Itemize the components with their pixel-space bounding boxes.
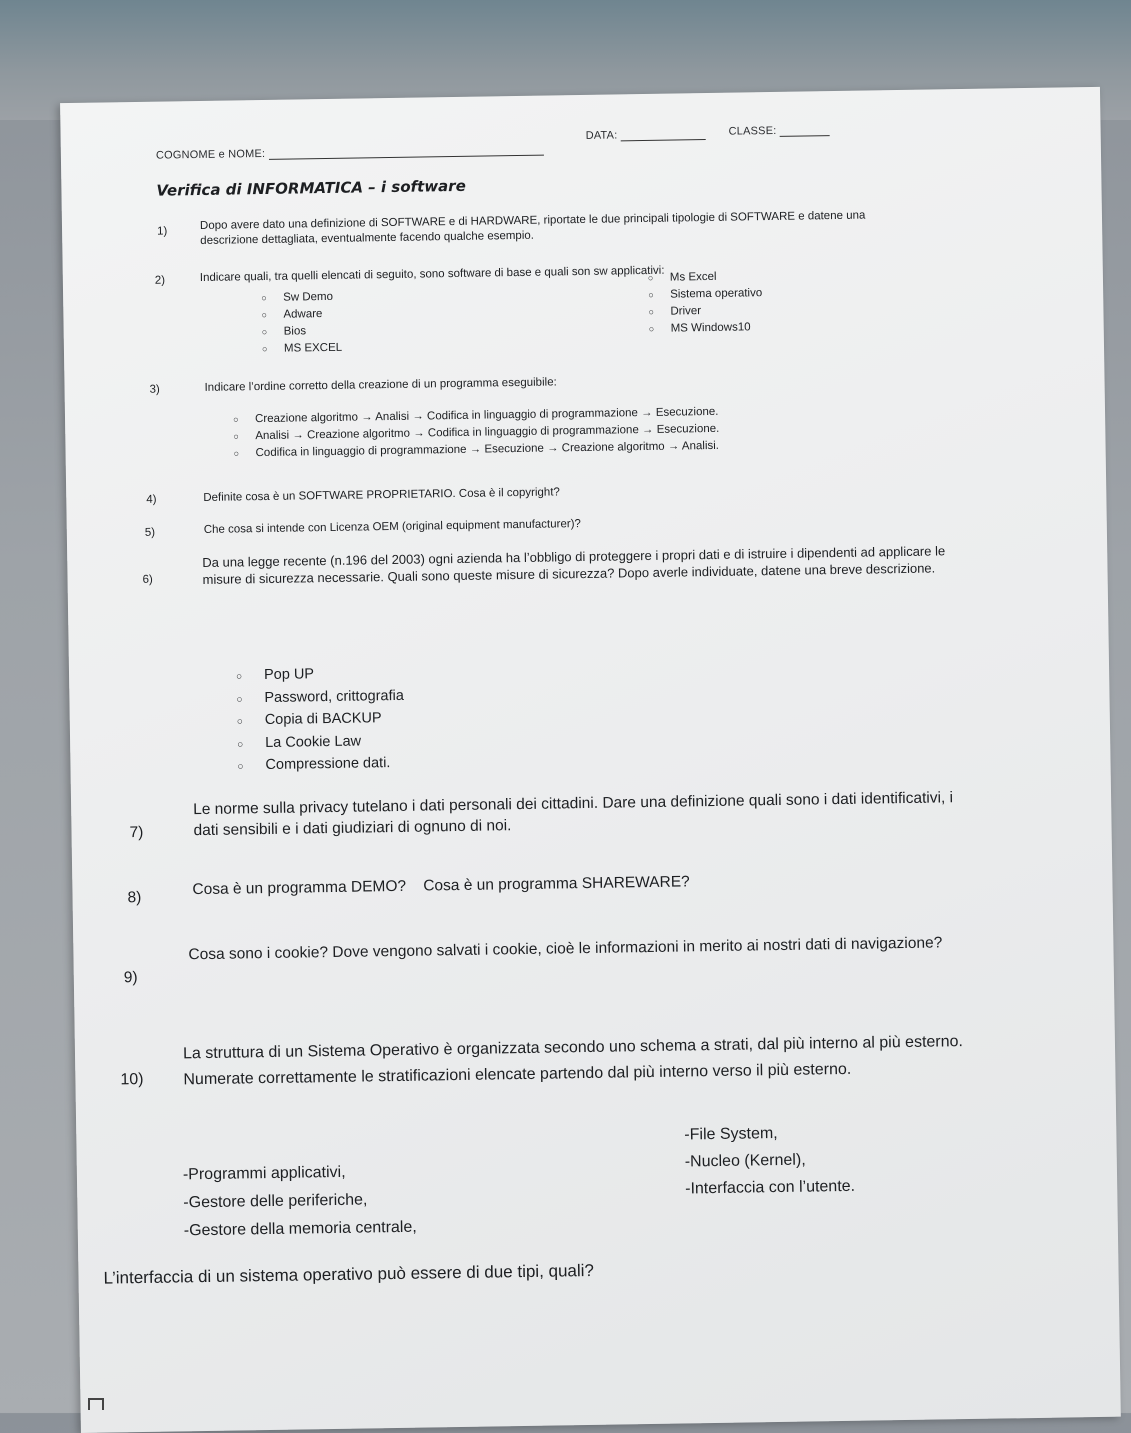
list-item: ○ Creazione algoritmo → Analisi → Codifica in linguaggio di programmazione → Esecuzione.	[233, 404, 719, 429]
question-text: Indicare quali, tra quelli elencati di seguito, sono software di base e quali son sw applicativi:	[199, 264, 665, 284]
list-item: ○ Analisi → Creazione algoritmo → Codifica in linguaggio di programmazione → Esecuzione.	[233, 421, 719, 446]
options-list	[236, 663, 405, 778]
question-number: 4)	[146, 493, 157, 506]
list-item: -Gestore della memoria centrale,	[183, 1218, 417, 1240]
list-item: ○ Sistema operativo	[648, 285, 762, 304]
name-line	[269, 155, 544, 160]
list-item: -Gestore delle periferiche,	[183, 1191, 368, 1212]
layers-left-list	[183, 1158, 417, 1246]
class-field	[729, 124, 830, 138]
question-number: 6)	[142, 573, 153, 586]
list-item: ○ Copia di BACKUP	[237, 708, 405, 733]
exam-sheet	[60, 87, 1121, 1433]
list-item: ○ Codifica in linguaggio di programmazione → Esecuzione → Creazione algoritmo → Analisi.	[233, 438, 719, 463]
list-item: ○ Sw Demo	[261, 289, 341, 307]
class-label: CLASSE:	[728, 124, 777, 138]
question-text: Le norme sulla privacy tutelano i dati personali dei cittadini. Dare una definizione quali sono i dati identificativi, i dati sensibili e i dati giudiziari di ognuno di noi.	[193, 789, 954, 840]
date-field	[586, 128, 706, 142]
question-number: 10)	[120, 1070, 144, 1089]
list-item: -Programmi applicativi,	[182, 1163, 346, 1184]
corner-mark	[88, 1398, 104, 1410]
question-text: Indicare l’ordine corretto della creazione di un programma eseguibile:	[204, 376, 557, 394]
list-item: -Interfaccia con l’utente.	[685, 1177, 856, 1198]
list-item: ○ Adware	[261, 306, 341, 324]
class-line	[780, 135, 830, 137]
date-label: DATA:	[585, 129, 618, 142]
list-item: ○ MS EXCEL	[262, 340, 342, 358]
question-text: Cosa è un programma DEMO? Cosa è un programma SHAREWARE?	[192, 873, 690, 899]
list-item: ○ MS Windows10	[649, 319, 763, 338]
question-number: 3)	[149, 383, 160, 396]
date-line	[621, 139, 706, 141]
question-text: La struttura di un Sistema Operativo è organizzata secondo uno schema a strati, dal più interno al più esterno. Numerate correttamente le stratificazioni elencate partendo dal più interno verso il più esterno.	[182, 1033, 964, 1089]
options-left-list	[261, 289, 342, 358]
question-number: 7)	[129, 823, 144, 842]
name-label: COGNOME e NOME:	[155, 147, 266, 162]
page-title: Verifica di INFORMATICA – i software	[156, 176, 466, 200]
question-number: 1)	[157, 225, 168, 238]
layers-right-list	[684, 1119, 855, 1203]
list-item: -Nucleo (Kernel),	[684, 1151, 806, 1171]
list-item: -File System,	[684, 1125, 778, 1144]
question-number: 2)	[154, 274, 166, 287]
list-item: ○ Password, crittografia	[236, 685, 404, 710]
list-item: ○ Compressione dati.	[237, 753, 405, 778]
final-question: L’interfaccia di un sistema operativo può essere di due tipi, quali?	[103, 1260, 595, 1288]
question-number: 8)	[127, 888, 142, 907]
question-text: Da una legge recente (n.196 del 2003) ogni azienda ha l’obbligo di proteggere i propri dati e di istruire i dipendenti ad applicare le misure di sicurezza necessarie. Quali sono queste misure di sicurezza? Dopo averle individuate, datene una breve descrizione.	[202, 543, 946, 587]
question-number: 9)	[123, 969, 138, 987]
options-right-list	[648, 268, 763, 338]
name-field	[156, 144, 544, 162]
list-item: ○ La Cookie Law	[237, 730, 405, 755]
list-item: ○ Bios	[262, 323, 342, 341]
list-item: ○ Driver	[648, 302, 762, 321]
question-text: Dopo avere dato una definizione di SOFTWARE e di HARDWARE, riportate le due principali tipologie di SOFTWARE e datene una descrizione dettagliata, eventualmente facendo qualche esempio.	[199, 209, 866, 247]
question-text: Definite cosa è un SOFTWARE PROPRIETARIO. Cosa è il copyright?	[203, 486, 560, 504]
options-list	[233, 404, 720, 463]
question-text: Cosa sono i cookie? Dove vengono salvati i cookie, cioè le informazioni in merito ai nostri dati di navigazione?	[188, 934, 943, 964]
question-number: 5)	[144, 526, 156, 539]
list-item: ○ Pop UP	[236, 663, 404, 688]
question-text: Che cosa si intende con Licenza OEM (original equipment manufacturer)?	[203, 518, 581, 536]
list-item: ○ Ms Excel	[648, 268, 762, 287]
